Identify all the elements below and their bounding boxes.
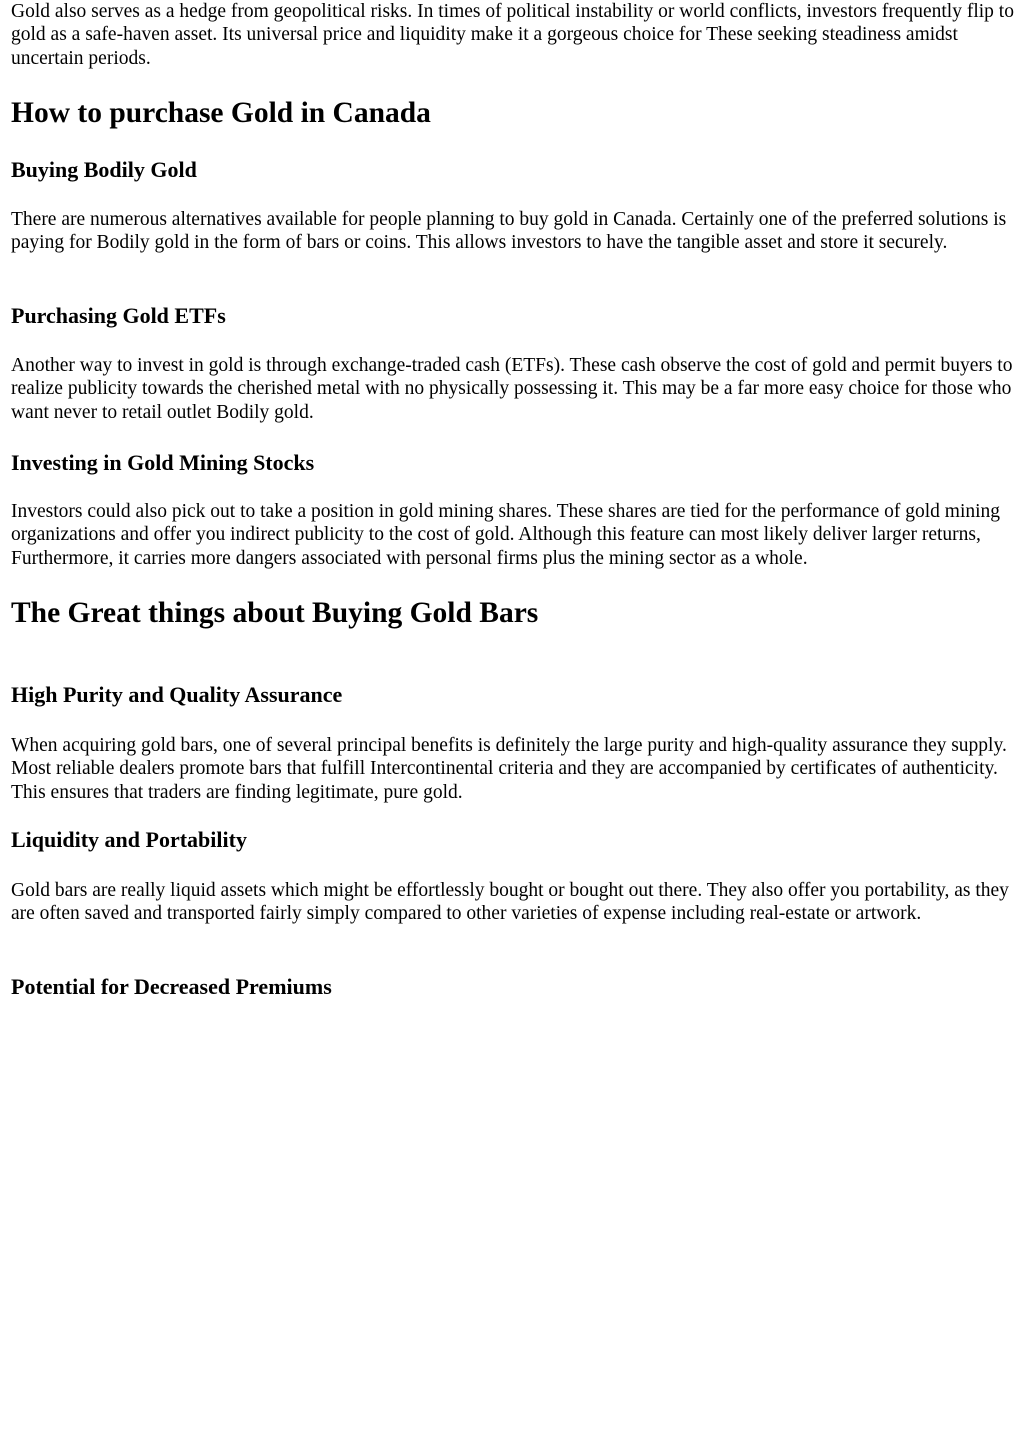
paragraph-gold-etfs: Another way to invest in gold is through exchange-traded cash (ETFs). These cash observe the cost of gold and permit buyers to realize publicity towards the cherished metal with no physically possessing it. This may be a far more easy choice for those who want never to retail outlet Bodily gold. (11, 355, 1013, 423)
paragraph-liquidity-portability: Gold bars are really liquid assets which might be effortlessly bought or bought out there. They also offer you portability, as they are often saved and transported fairly simply compared to other varieties of expense including real-estate or artwork. (11, 880, 1009, 925)
section-heading-how-to-purchase: How to purchase Gold in Canada (11, 97, 431, 129)
paragraph-gold-mining-stocks: Investors could also pick out to take a position in gold mining shares. These shares are tied for the performance of gold mining organizations and offer you indirect publicity to the cost of gold. Although this feature can most likely deliver larger returns, Furthermore, it carries more dangers associated with personal firms plus the mining sector as a whole. (11, 501, 1001, 569)
paragraph-buying-bodily-gold: There are numerous alternatives available for people planning to buy gold in Canada. Certainly one of the preferred solutions is paying for Bodily gold in the form of bars or coins. This allows investors to have the tangible asset and store it securely. (11, 209, 1007, 254)
subheading-decreased-premiums: Potential for Decreased Premiums (11, 974, 332, 999)
section-heading-benefits-gold-bars: The Great things about Buying Gold Bars (11, 597, 539, 629)
subheading-gold-etfs: Purchasing Gold ETFs (11, 303, 226, 328)
paragraph-purity-quality: When acquiring gold bars, one of several principal benefits is definitely the large purity and high-quality assurance they supply. Most reliable dealers promote bars that fulfill Intercontinental criteria and they are accompanied by certificates of authenticity. This ensures that traders are finding legitimate, pure gold. (11, 735, 1007, 803)
subheading-purity-quality: High Purity and Quality Assurance (11, 682, 343, 707)
subheading-buying-bodily-gold: Buying Bodily Gold (11, 157, 197, 182)
subheading-liquidity-portability: Liquidity and Portability (11, 827, 247, 852)
subheading-gold-mining-stocks: Investing in Gold Mining Stocks (11, 450, 315, 475)
intro-paragraph: Gold also serves as a hedge from geopolitical risks. In times of political instability or world conflicts, investors frequently flip to gold as a safe-haven asset. Its universal price and liquidity make it a gorgeous choice for These seeking steadiness amidst uncertain periods. (11, 1, 1014, 69)
